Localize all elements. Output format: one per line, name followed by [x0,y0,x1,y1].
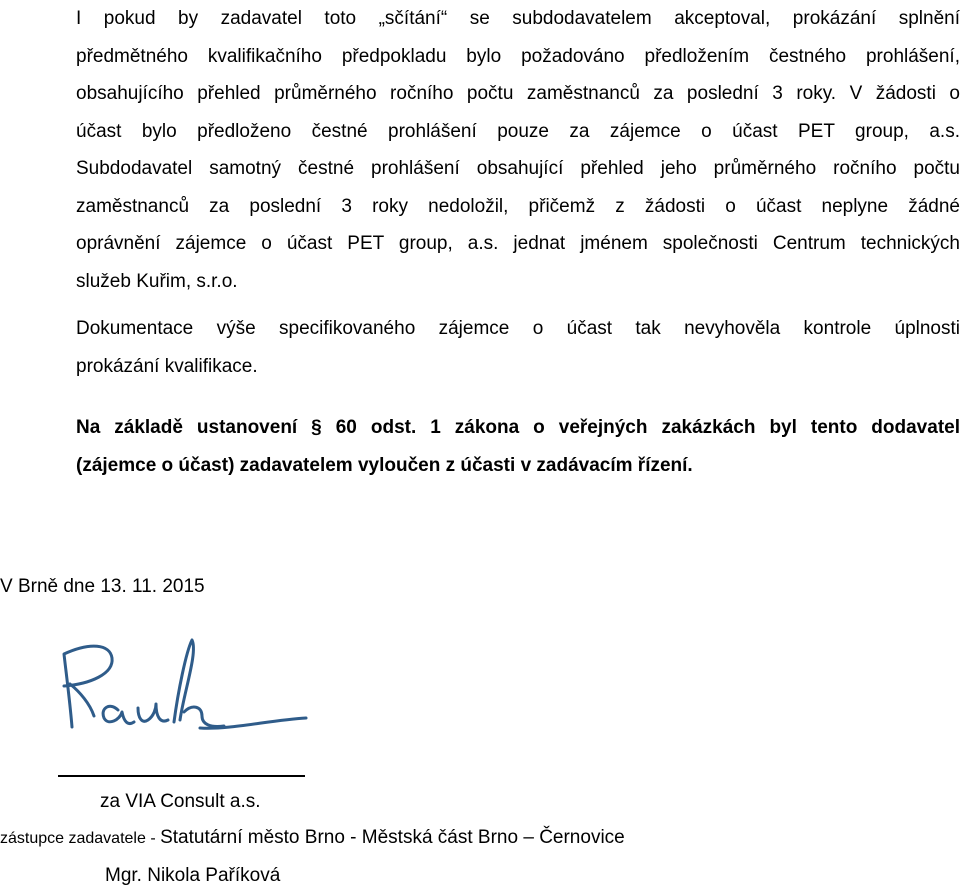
paragraph-line: služeb Kuřim, s.r.o. [76,270,238,292]
paragraph-documentation [76,310,960,386]
paragraph-line: Subdodavatel samotný čestné prohlášení obsahující přehled jeho průměrného ročního počtu [76,158,960,179]
representative-line [0,827,625,849]
place-and-date: V Brně dne 13. 11. 2015 [0,576,205,597]
signature-line [58,775,305,777]
paragraph-qualification [76,0,960,300]
paragraph-line: oprávnění zájemce o účast PET group, a.s. jednat jménem společnosti Centrum technických [76,233,960,254]
paragraph-line: prokázání kvalifikace. [76,356,258,377]
handwritten-signature [50,632,330,752]
paragraph-exclusion-decision [76,409,960,485]
representative-value: Statutární město Brno - Městská část Brno – Černovice [160,827,625,848]
paragraph-line: I pokud by zadavatel toto „sčítání“ se subdodavatelem akceptoval, prokázání splnění [76,8,960,29]
representative-label: zástupce zadavatele - [0,830,161,847]
paragraph-line: předmětného kvalifikačního předpokladu bylo požadováno předložením čestného prohlášení, [76,45,960,67]
paragraph-line: (zájemce o účast) zadavatelem vyloučen z účasti v zadávacím řízení. [76,455,693,476]
paragraph-line: obsahujícího přehled průměrného ročního počtu zaměstnanců za poslední 3 roky. V žádosti o [76,83,960,104]
paragraph-line: Dokumentace výše specifikovaného zájemce o účast tak nevyhověla kontrole úplnosti [76,318,960,339]
paragraph-line: účast bylo předloženo čestné prohlášení pouze za zájemce o účast PET group, a.s. [76,120,960,142]
signer-company: za VIA Consult a.s. [100,791,261,812]
paragraph-line: Na základě ustanovení § 60 odst. 1 zákona o veřejných zakázkách byl tento dodavatel [76,417,960,438]
representative-name: Mgr. Nikola Paříková [105,865,281,886]
paragraph-line: zaměstnanců za poslední 3 roky nedoložil, přičemž z žádosti o účast neplyne žádné [76,195,960,217]
